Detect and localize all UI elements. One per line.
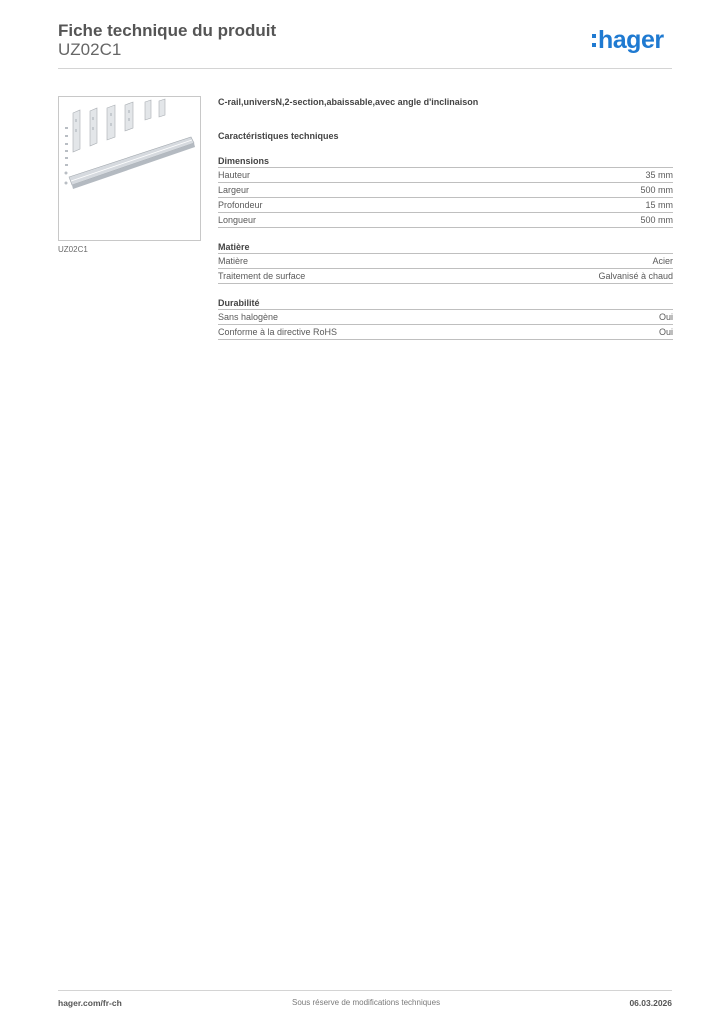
spec-label: Hauteur <box>218 170 251 180</box>
spec-label: Traitement de surface <box>218 271 306 281</box>
spec-row <box>218 183 673 198</box>
image-caption: UZ02C1 <box>58 245 88 254</box>
spec-row <box>218 310 673 325</box>
product-image <box>58 96 201 241</box>
product-code: UZ02C1 <box>58 40 122 59</box>
footer-website-link[interactable]: hager.com/fr-ch <box>58 998 122 1008</box>
logo-colon-icon <box>592 28 596 47</box>
spec-row <box>218 213 673 228</box>
hager-logo <box>592 28 664 53</box>
footer-divider <box>58 990 672 991</box>
spec-label: Largeur <box>218 185 250 195</box>
header-divider <box>58 68 672 69</box>
spec-label: Conforme à la directive RoHS <box>218 327 338 337</box>
spec-value: 35 mm <box>645 170 673 180</box>
spec-label: Profondeur <box>218 200 263 210</box>
spec-label: Longueur <box>218 215 257 225</box>
specs-heading: Caractéristiques techniques <box>218 131 339 141</box>
spec-row <box>218 269 673 284</box>
group-title-material: Matière <box>218 241 673 254</box>
group-title-dimensions: Dimensions <box>218 155 673 168</box>
spec-row <box>218 168 673 183</box>
spec-row <box>218 198 673 213</box>
product-description: C-rail,universN,2-section,abaissable,avec angle d'inclinaison <box>218 97 479 107</box>
footer-date: 06.03.2026 <box>629 998 672 1008</box>
page-title: Fiche technique du produit <box>58 21 277 40</box>
spec-value: Galvanisé à chaud <box>598 271 673 281</box>
spec-value: 500 mm <box>640 185 673 195</box>
logo-text: hager <box>598 26 664 54</box>
c-rail-illustration <box>59 97 200 240</box>
spec-value: Oui <box>658 327 673 337</box>
footer-disclaimer: Sous réserve de modifications techniques <box>292 998 441 1007</box>
spec-value: Oui <box>658 312 673 322</box>
spec-row <box>218 325 673 340</box>
spec-block <box>218 96 673 340</box>
spec-row <box>218 254 673 269</box>
spec-value: Acier <box>652 256 673 266</box>
spec-value: 500 mm <box>640 215 673 225</box>
group-title-durability: Durabilité <box>218 297 673 310</box>
spec-label: Matière <box>218 256 249 266</box>
spec-value: 15 mm <box>645 200 673 210</box>
spec-label: Sans halogène <box>218 312 279 322</box>
